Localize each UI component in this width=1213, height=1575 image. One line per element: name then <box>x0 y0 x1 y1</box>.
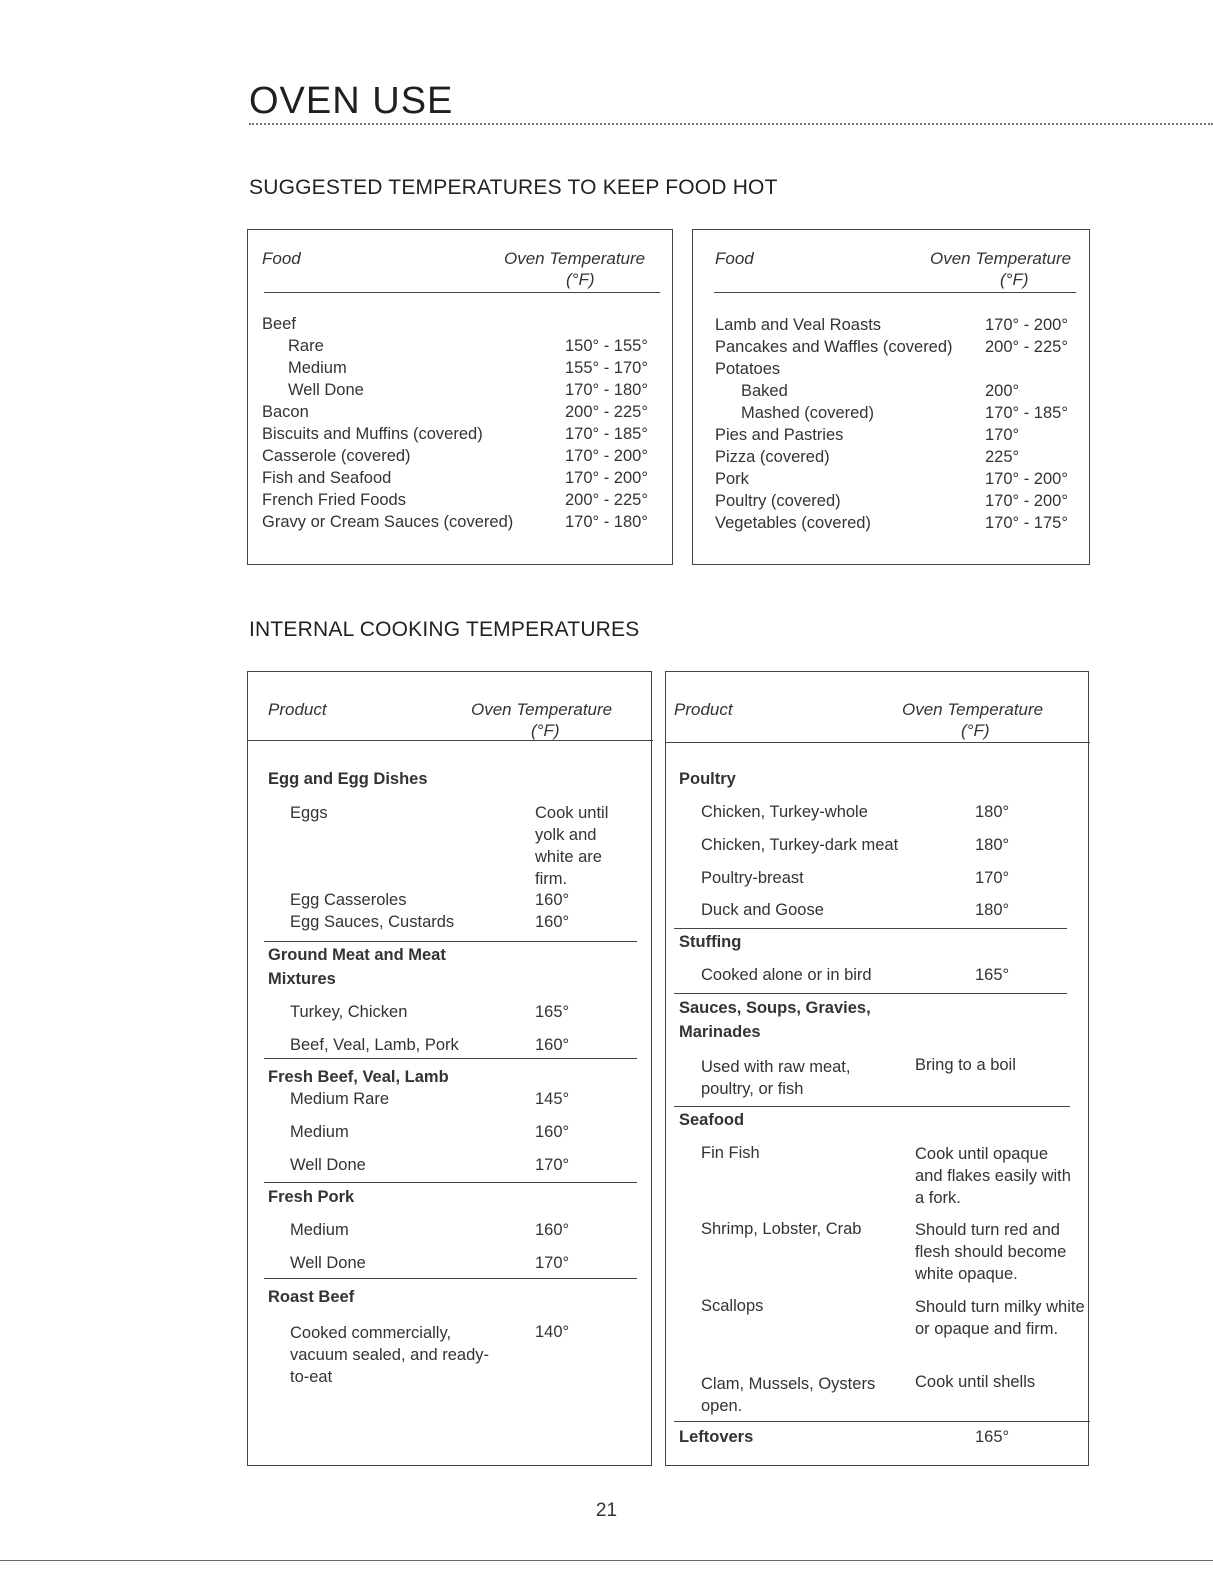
item-value: Bring to a boil <box>915 1056 1016 1074</box>
group-rule <box>674 928 1067 929</box>
temperature-value: 200° - 225° <box>985 338 1068 356</box>
food-label: Potatoes <box>715 360 781 378</box>
item-value: 180° <box>975 836 1010 854</box>
food-label: Mashed (covered) <box>741 404 874 422</box>
group-rule <box>674 1106 1070 1107</box>
footer-rule <box>0 1560 1213 1561</box>
item-label: Cooked commercially, vacuum sealed, and ready-to-eat <box>290 1324 490 1386</box>
category-title: Ground Meat and Meat <box>268 946 446 964</box>
internal-table-right <box>665 671 1089 1466</box>
category-title: Sauces, Soups, Gravies, <box>679 999 871 1017</box>
col-temp-header: Oven Temperature <box>471 700 613 719</box>
category-title: Fresh Pork <box>268 1188 355 1206</box>
temperature-value: 170° - 200° <box>565 469 648 487</box>
food-label: Poultry (covered) <box>715 492 841 510</box>
item-value: 160° <box>535 1221 570 1239</box>
col-food-header: Food <box>262 249 301 268</box>
category-title: Egg and Egg Dishes <box>268 770 428 788</box>
item-value: 140° <box>535 1323 570 1341</box>
item-value: Cook until yolk and white are firm. <box>535 804 609 888</box>
item-label: Poultry-breast <box>701 869 804 887</box>
temperature-value: 170° - 180° <box>565 513 648 531</box>
item-label: Medium <box>290 1221 349 1239</box>
food-label: Bacon <box>262 403 309 421</box>
keep-hot-table-left <box>247 229 673 565</box>
category-title: Leftovers <box>679 1428 754 1446</box>
temperature-value: 170° - 200° <box>985 316 1068 334</box>
item-label: Medium Rare <box>290 1090 390 1108</box>
food-label: French Fried Foods <box>262 491 406 509</box>
item-label: Used with raw meat, poultry, or fish <box>701 1058 851 1098</box>
item-value: 170° <box>535 1156 570 1174</box>
category-title: Poultry <box>679 770 736 788</box>
item-label: Chicken, Turkey-whole <box>701 803 868 821</box>
food-label: Biscuits and Muffins (covered) <box>262 425 483 443</box>
food-label: Casserole (covered) <box>262 447 411 465</box>
food-label: Rare <box>288 337 324 355</box>
col-unit-header: (°F) <box>1000 270 1029 289</box>
temperature-value: 200° <box>985 382 1020 400</box>
item-label: Cooked alone or in bird <box>701 966 872 984</box>
item-value: 160° <box>535 1123 570 1141</box>
keep-hot-heading: SUGGESTED TEMPERATURES TO KEEP FOOD HOT <box>249 176 778 199</box>
temperature-value: 170° - 200° <box>565 447 648 465</box>
item-value: 160° <box>535 891 570 909</box>
item-value: 165° <box>975 966 1010 984</box>
food-label: Medium <box>288 359 347 377</box>
header-rule <box>248 740 653 741</box>
temperature-value: 170° - 180° <box>565 381 648 399</box>
temperature-value: 170° - 200° <box>985 492 1068 510</box>
temperature-value: 170° - 185° <box>565 425 648 443</box>
temperature-value: 225° <box>985 448 1020 466</box>
internal-heading: INTERNAL COOKING TEMPERATURES <box>249 618 640 641</box>
temperature-value: 200° - 225° <box>565 491 648 509</box>
item-label: Fin Fish <box>701 1144 760 1162</box>
item-value: Should turn milky white or opaque and firm. <box>915 1298 1085 1338</box>
title-underline <box>249 123 1213 125</box>
keep-hot-table-right <box>692 229 1090 565</box>
page-number: 21 <box>595 1500 618 1521</box>
category-title: Roast Beef <box>268 1288 355 1306</box>
item-value: 145° <box>535 1090 570 1108</box>
food-label: Pork <box>715 470 749 488</box>
food-label: Lamb and Veal Roasts <box>715 316 882 334</box>
header-rule <box>666 742 1090 743</box>
food-label: Pancakes and Waffles (covered) <box>715 338 953 356</box>
group-rule <box>264 1058 637 1059</box>
item-value: 165° <box>535 1003 570 1021</box>
internal-table-left <box>247 671 652 1466</box>
temperature-value: 170° <box>985 426 1020 444</box>
col-temp-header: Oven Temperature <box>930 249 1072 268</box>
page-title: OVEN USE <box>249 80 454 122</box>
item-label: Chicken, Turkey-dark meat <box>701 836 899 854</box>
item-value: Cook until opaque and flakes easily with a fork. <box>915 1145 1071 1207</box>
item-label: Well Done <box>290 1156 366 1174</box>
category-title: Stuffing <box>679 933 742 951</box>
food-label: Beef <box>262 315 296 333</box>
food-label: Fish and Seafood <box>262 469 392 487</box>
group-rule <box>674 1421 1090 1422</box>
temperature-value: 150° - 155° <box>565 337 648 355</box>
header-rule <box>714 292 1076 293</box>
item-label: Shrimp, Lobster, Crab <box>701 1220 862 1238</box>
food-label: Gravy or Cream Sauces (covered) <box>262 513 514 531</box>
category-title: Fresh Beef, Veal, Lamb <box>268 1068 449 1086</box>
food-label: Pies and Pastries <box>715 426 844 444</box>
item-value: Should turn red and flesh should become white opaque. <box>915 1221 1067 1283</box>
food-label: Pizza (covered) <box>715 448 830 466</box>
item-label: Egg Casseroles <box>290 891 407 909</box>
item-value: 160° <box>535 1036 570 1054</box>
header-rule <box>264 292 660 293</box>
item-label: Scallops <box>701 1297 764 1315</box>
item-label: Egg Sauces, Custards <box>290 913 455 931</box>
item-value: 165° <box>975 1428 1010 1446</box>
group-rule <box>264 1182 637 1183</box>
col-unit-header: (°F) <box>531 721 560 740</box>
item-value: 170° <box>975 869 1010 887</box>
col-temp-header: Oven Temperature <box>504 249 646 268</box>
temperature-value: 155° - 170° <box>565 359 648 377</box>
category-title: Mixtures <box>268 970 336 988</box>
group-rule <box>674 993 1067 994</box>
item-value: Cook until shells <box>915 1373 1036 1391</box>
item-value: 170° <box>535 1254 570 1272</box>
category-title: Seafood <box>679 1111 745 1129</box>
temperature-value: 200° - 225° <box>565 403 648 421</box>
item-label: Medium <box>290 1123 349 1141</box>
group-rule <box>264 1278 637 1279</box>
food-label: Baked <box>741 382 788 400</box>
item-label: Beef, Veal, Lamb, Pork <box>290 1036 459 1054</box>
temperature-value: 170° - 185° <box>985 404 1068 422</box>
col-product-header: Product <box>268 700 327 719</box>
temperature-value: 170° - 200° <box>985 470 1068 488</box>
category-title: Marinades <box>679 1023 761 1041</box>
item-label: Well Done <box>290 1254 366 1272</box>
item-value: 180° <box>975 901 1010 919</box>
col-food-header: Food <box>715 249 754 268</box>
group-rule <box>264 941 637 942</box>
food-label: Well Done <box>288 381 364 399</box>
item-label: Turkey, Chicken <box>290 1003 408 1021</box>
food-label: Vegetables (covered) <box>715 514 871 532</box>
item-label: Clam, Mussels, Oysters open. <box>701 1375 876 1415</box>
item-label: Eggs <box>290 804 328 822</box>
temperature-value: 170° - 175° <box>985 514 1068 532</box>
col-product-header: Product <box>674 700 733 719</box>
col-unit-header: (°F) <box>961 721 990 740</box>
item-value: 180° <box>975 803 1010 821</box>
col-unit-header: (°F) <box>566 270 595 289</box>
col-temp-header: Oven Temperature <box>902 700 1044 719</box>
item-value: 160° <box>535 913 570 931</box>
item-label: Duck and Goose <box>701 901 824 919</box>
